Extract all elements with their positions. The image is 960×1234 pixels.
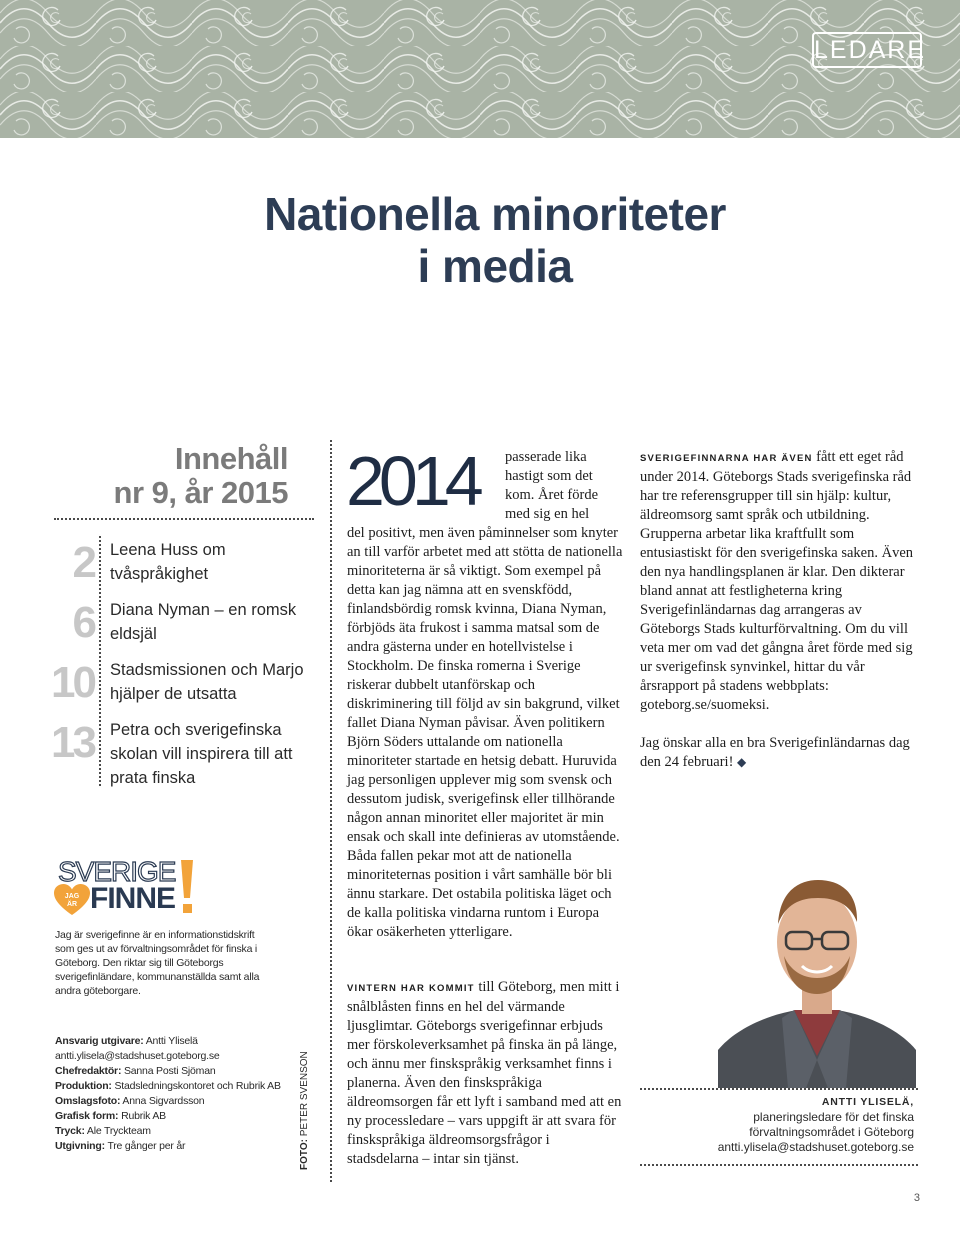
credit-label: Chefredaktör: <box>55 1065 122 1077</box>
end-mark-icon: ◆ <box>737 755 747 769</box>
toc-item-number: 13 <box>51 718 94 767</box>
section-lead: VINTERN HAR KOMMIT <box>347 983 475 994</box>
toc-item-number: 6 <box>72 598 94 647</box>
credit-line <box>55 1079 295 1094</box>
credit-value: Stadsledningskontoret och Rubrik AB <box>114 1080 281 1092</box>
credit-label: Produktion: <box>55 1080 112 1092</box>
credit-email[interactable]: antti.ylisela@stadshuset.goteborg.se <box>55 1050 220 1062</box>
section-paragraph <box>640 448 920 715</box>
title-line-2: i media <box>417 240 573 292</box>
signature-email[interactable]: antti.ylisela@stadshuset.goteborg.se <box>717 1140 914 1154</box>
signature-role-line: planeringsledare för det finska <box>753 1110 914 1124</box>
toc-divider <box>54 518 314 520</box>
toc-heading-line-1: Innehåll <box>174 441 288 476</box>
logo-line-1: SVERIGE <box>58 856 176 887</box>
intro-line: hastigt som det <box>505 468 593 484</box>
credit-line <box>55 1034 295 1049</box>
credit-line <box>55 1139 295 1154</box>
article-section-2 <box>347 978 623 1169</box>
photo-credit-label: FOTO: <box>299 1139 310 1170</box>
closing-paragraph <box>640 734 920 772</box>
about-text: Jag är sverigefinne är en informationstidskrift som ges ut av förvaltningsområdet för finska i Göteborg. Den riktar sig till Göteborgs sverigefinländare, kommunanställda samt alla andra göteborgare. <box>55 929 260 997</box>
signature-name: ANTTI YLISELÄ, <box>821 1096 914 1108</box>
toc-item[interactable] <box>44 658 314 718</box>
toc-item[interactable] <box>44 598 314 658</box>
credit-label: Utgivning: <box>55 1140 105 1152</box>
photo-credit-value: PETER SVENSON <box>299 1051 310 1137</box>
logo-line-2: FINNE <box>90 882 175 915</box>
credit-value: Sanna Posti Sjöman <box>123 1065 216 1077</box>
closing-text: Jag önskar alla en bra Sverigefinländarnas dag den 24 februari! <box>640 735 910 770</box>
logo-heart-text-2: ÄR <box>66 901 78 908</box>
exclamation-icon <box>180 858 194 916</box>
signature-divider-bottom <box>640 1164 918 1166</box>
article-section-3 <box>640 448 920 772</box>
wave-pattern-illustration <box>0 0 960 138</box>
credits <box>55 1034 295 1154</box>
magazine-logo <box>54 858 204 918</box>
toc-heading <box>56 442 288 510</box>
intro-line: kom. Året förde <box>505 487 599 503</box>
section-text: fått ett eget råd under 2014. Göteborgs Stads sverigefinska råd har tre referensgrupper till sin hjälp: kultur, äldreomsorg samt språk och utbildning. Grupperna arbetar lika kraftfullt som entusiastiskt för den sverigefinska saken. Även den nya handlingsplanen är klar. Den dikterar bland annat att festligheterna kring Sverigefinländarnas dag arrangeras av Göteborgs Stads kulturförvaltning. Om du vill veta mer om vad det gångna året förde med sig ur sverigefinsk synvinkel, hittar du vår årsrapport på stadens webbplats: goteborg.se/suomeksi. <box>640 449 914 713</box>
toc-item[interactable] <box>44 538 314 598</box>
toc-item-number: 2 <box>72 538 94 587</box>
section-tag: LEDARE <box>812 32 922 68</box>
section-lead: SVERIGEFINNARNA HAR ÄVEN <box>640 453 813 464</box>
signature-divider-top <box>640 1088 918 1090</box>
header-banner <box>0 0 960 138</box>
toc-item-title: Petra och sverigefinska skolan vill inspirera till att prata finska <box>110 721 293 787</box>
toc-item-number: 10 <box>51 658 94 707</box>
credit-value: Antti Yliselä <box>145 1035 198 1047</box>
page-number: 3 <box>913 1192 920 1204</box>
credit-line <box>55 1064 295 1079</box>
signature-role-line: förvaltningsområdet i Göteborg <box>749 1125 914 1139</box>
toc-item-title: Diana Nyman – en romsk eldsjäl <box>110 601 297 643</box>
signature-block <box>640 1095 914 1155</box>
dropcap-year: 2014 <box>346 442 478 520</box>
credit-value: Rubrik AB <box>121 1110 166 1122</box>
article-intro <box>505 448 623 524</box>
credit-line <box>55 1094 295 1109</box>
credit-value: Tre gånger per år <box>107 1140 186 1152</box>
section-text: till Göteborg, men mitt i snålblåsten finns en hel del värmande ljusglimtar. Göteborgs sverigefinnar erbjuds mer förskoleverksamhet på finska än på länge, och ännu mer finskspråkig verksamhet finns i planerna. Även den finskspråkiga äldreomsorgen får ett lyft i samband med att en ny processledare – vars uppgift är att svara för finskspråkiga äldreomsorgsfrågor i stadsdelarna – intar sin tjänst. <box>347 979 622 1167</box>
credit-line <box>55 1109 295 1124</box>
toc-heading-line-2: nr 9, år 2015 <box>113 475 288 510</box>
author-portrait <box>718 860 916 1088</box>
credit-line <box>55 1124 295 1139</box>
credit-label: Ansvarig utgivare: <box>55 1035 144 1047</box>
credit-label: Grafisk form: <box>55 1110 119 1122</box>
article-body: del positivt, men även påminnelser som knyter an till varför arbetet med att stötta de nationella minoriteterna är så viktigt. Som exempel på detta kan jag nämna att en svenskfödd, finlandsbördig romsk kvinna, Diana Nyman, förbjöds äta frukost i samma matsal som de andra gästerna under en hotellvistelse i Stockholm. De finska romerna i Sverige riskerar dubbelt utanförskap och diskriminering till följd av sin bakgrund, vilket fallet Diana Nyman påvisar. Även politikern Björn Söders uttalande om nationella minoriteter startade en hetsig debatt. Huruvida jag personligen upplever mig som svensk och dessutom judisk, sverigefinsk eller tillhörande någon annan minoritet eller majoritet är min ensak och skall inte definieras av utomstående. Båda fallen pekar mot att de nationella minoriteternas position i vårt samhälle bör bli ännu starkare. Det ostabila politiska läget och de kalla politiska vindarna runtom i Europa ökar osäkerheten ytterligare. <box>347 525 623 940</box>
credit-line <box>55 1049 295 1064</box>
logo-heart-text <box>59 893 85 909</box>
photo-credit <box>298 1040 312 1170</box>
intro-line: passerade lika <box>505 449 587 465</box>
logo-heart-text-1: JAG <box>64 893 80 900</box>
credit-label: Tryck: <box>55 1125 85 1137</box>
credit-label: Omslagsfoto: <box>55 1095 121 1107</box>
title-line-1: Nationella minoriteter <box>264 188 726 240</box>
page-title <box>160 188 830 292</box>
toc-item-title: Stadsmissionen och Marjo hjälper de utsatta <box>110 661 304 703</box>
toc-item[interactable] <box>44 718 314 790</box>
credit-value: Anna Sigvardsson <box>122 1095 205 1107</box>
toc-item-title: Leena Huss om tvåspråkighet <box>110 541 226 583</box>
intro-line: med sig en hel <box>505 506 590 522</box>
credit-value: Ale Tryckteam <box>86 1125 151 1137</box>
portrait-illustration <box>718 860 916 1088</box>
column-divider <box>330 440 332 1182</box>
